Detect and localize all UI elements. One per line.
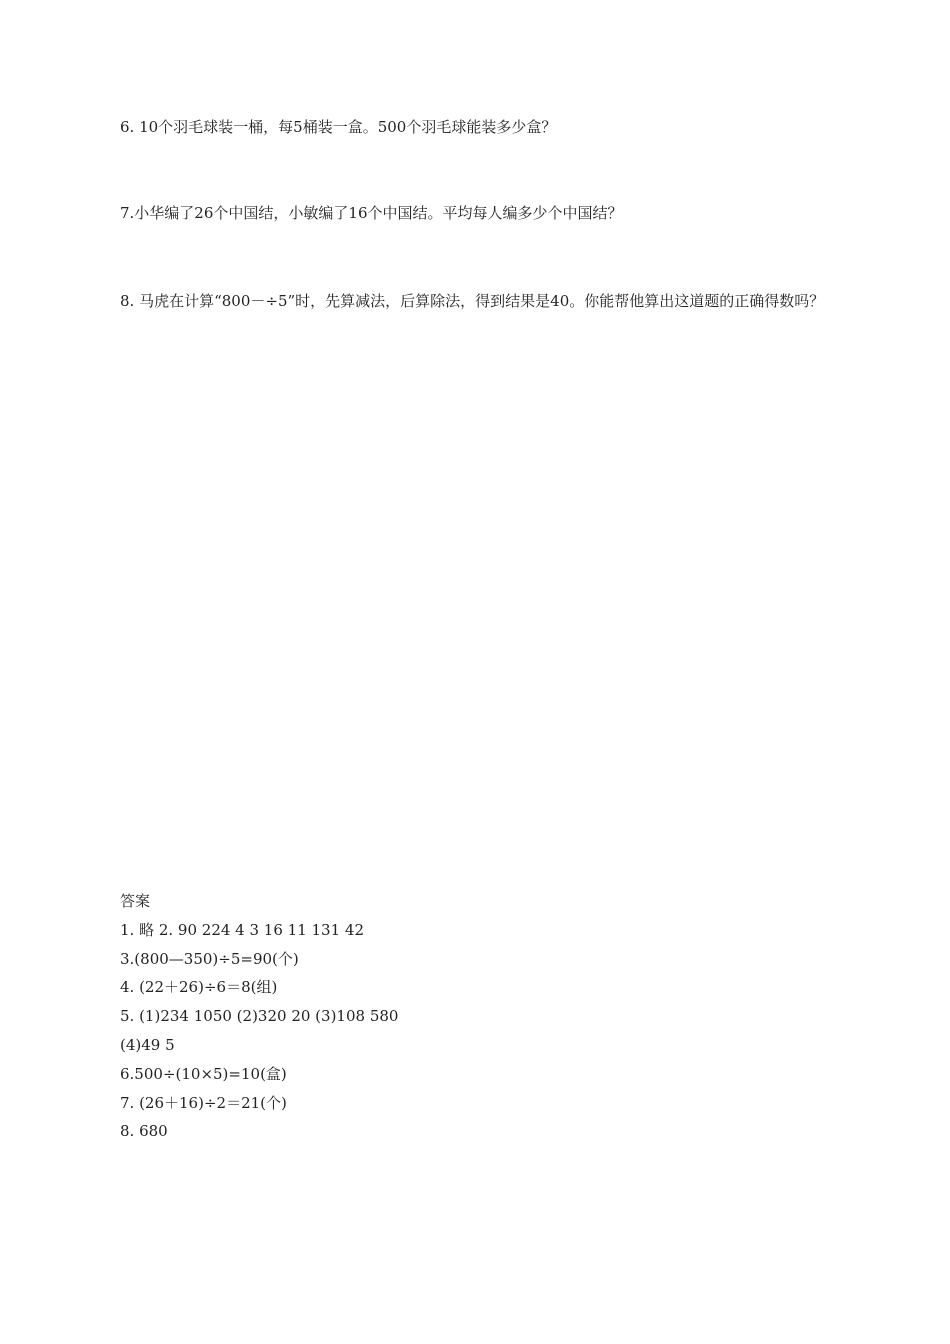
answer-line-5: 5. (1)234 1050 (2)320 20 (3)108 580 bbox=[120, 1007, 399, 1026]
answer-line-4: 4. (22＋26)÷6＝8(组) bbox=[120, 978, 278, 997]
answer-line-7: 7. (26＋16)÷2＝21(个) bbox=[120, 1093, 287, 1112]
answer-line-6: 6.500÷(10×5)=10(盒) bbox=[120, 1064, 287, 1083]
answer-line-3: 3.(800—350)÷5=90(个) bbox=[120, 949, 299, 968]
question-7 bbox=[120, 198, 623, 228]
answer-section bbox=[120, 887, 398, 1146]
answer-line-5-cont: (4)49 5 bbox=[120, 1035, 175, 1054]
question-6-text: 6. 10个羽毛球装一桶，每5桶装一盒。500个羽毛球能装多少盒？ bbox=[120, 118, 557, 136]
answer-line-8: 8. 680 bbox=[120, 1122, 168, 1141]
question-7-text: 7.小华编了26个中国结，小敏编了16个中国结。平均每人编多少个中国结？ bbox=[120, 204, 623, 222]
question-6 bbox=[120, 112, 556, 142]
answer-title: 答案 bbox=[120, 892, 151, 910]
question-8-text: 8. 马虎在计算“800－÷5”时，先算减法，后算除法，得到结果是40。你能帮他算出这道题的正确得数吗？ bbox=[120, 292, 825, 310]
answer-line-1: 1. 略 2. 90 224 4 3 16 11 131 42 bbox=[120, 920, 364, 939]
question-8 bbox=[90, 284, 870, 318]
